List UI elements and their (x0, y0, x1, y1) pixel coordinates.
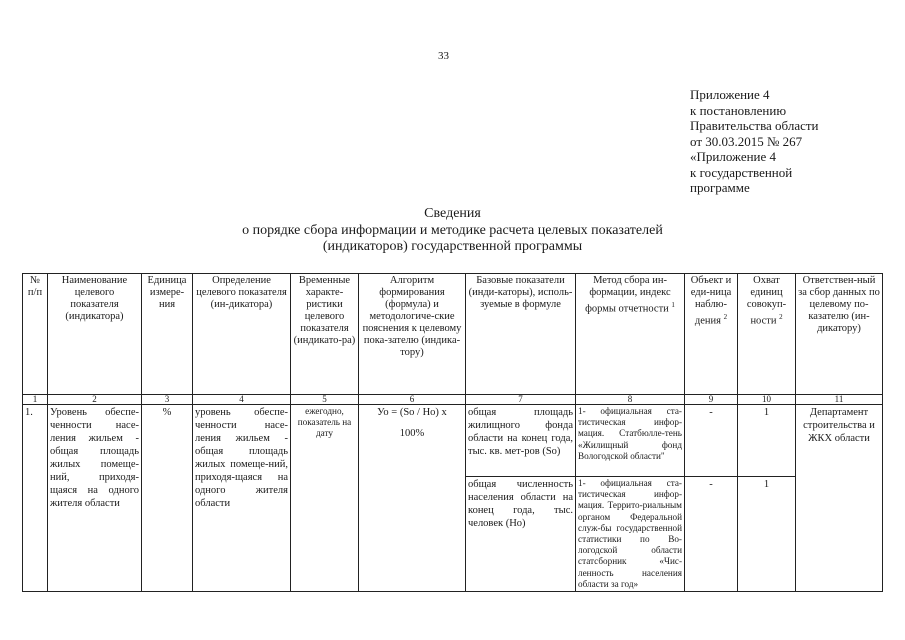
indicator-name: Уровень обеспе-ченности насе-ления жильем - общая площадь жилых помеще-ний, приходя-щаяся на одного жителя области (48, 405, 142, 592)
header-cell: Базовые показатели (инди-каторы), исполь-зуемые в формуле (466, 274, 576, 395)
row-number: 1. (23, 405, 48, 592)
footnote-mark: 2 (779, 313, 783, 321)
formula-text: Уо = (Sо / Hо) х (377, 407, 447, 418)
appendix-note (690, 87, 890, 196)
header-cell: Наименование целевого показателя (индикатора) (48, 274, 142, 395)
column-number-row (23, 395, 883, 405)
column-number: 11 (796, 395, 883, 405)
appendix-line: к постановлению (690, 102, 787, 118)
column-number: 9 (685, 395, 738, 405)
coverage-cell: 1 (738, 405, 796, 477)
title-line: (индикаторов) государственной программы (322, 239, 583, 254)
table-header-row (23, 274, 883, 395)
appendix-line: Приложение 4 (690, 87, 770, 102)
column-number: 10 (738, 395, 796, 405)
footnote-mark: 1 (671, 301, 675, 309)
appendix-line: от 30.03.2015 № 267 (690, 133, 803, 149)
column-number: 7 (466, 395, 576, 405)
appendix-line: Правительства области (690, 118, 819, 133)
column-number: 2 (48, 395, 142, 405)
formula-cell (359, 405, 466, 592)
coverage-cell: 1 (738, 477, 796, 592)
header-cell: № п/п (23, 274, 48, 395)
base-indicator: общая численность населения области на конец года, тыс. человек (Hо) (466, 477, 576, 592)
header-cell: Объект и еди-ница наблю-дения $^2$ (685, 274, 738, 395)
column-number: 6 (359, 395, 466, 405)
formula-text: 100% (399, 428, 425, 439)
unit-cell: % (142, 405, 193, 592)
time-characteristics: ежегодно, показатель на дату (291, 405, 359, 592)
column-number: 1 (23, 395, 48, 405)
column-number: 8 (576, 395, 685, 405)
header-cell: Охват единиц совокуп-ности $^2$ (738, 274, 796, 395)
appendix-line: программе (690, 180, 750, 195)
observation-object: - (685, 405, 738, 477)
page-number: 33 (438, 50, 449, 62)
footnote-mark: 2 (723, 313, 728, 321)
document-title (180, 206, 725, 256)
indicator-definition: уровень обеспе-ченности насе-ления жильем - общая площадь жилых помеще-ний, приходя-щаяся на одного жителя области (193, 405, 291, 592)
header-cell: Алгоритм формирования (формула) и методологиче-ские пояснения к целевому пока-зателю (индика-тору) (359, 274, 466, 395)
header-cell: Временные характе-ристики целевого показателя (индикато-ра) (291, 274, 359, 395)
responsible-cell: Департамент строительства и ЖКХ области (796, 405, 883, 592)
column-number: 5 (291, 395, 359, 405)
collection-method: 1- официальная ста-тистическая инфор-мация. Статбюлле-тень «Жилищный фонд Вологодской области" (576, 405, 685, 477)
appendix-line: «Приложение 4 (690, 149, 777, 164)
title-line: Сведения (424, 206, 481, 221)
base-indicator: общая площадь жилищного фонда области на конец года, тыс. кв. мет-ров (Sо) (466, 405, 576, 477)
header-cell: Определение целевого показателя (ин-дикатора) (193, 274, 291, 395)
column-number: 4 (193, 395, 291, 405)
title-line: о порядке сбора информации и методике расчета целевых показателей (242, 222, 663, 238)
column-number: 3 (142, 395, 193, 405)
collection-method: 1- официальная ста-тистическая инфор-мация. Террито-риальным органом Федеральной служ-бы государственной статистики по Во-логодской области статсборник «Чис-ленность населения области за год» (576, 477, 685, 592)
header-cell: Ответствен-ный за сбор данных по целевому по-казателю (ин-дикатору) (796, 274, 883, 395)
indicators-table (22, 273, 883, 592)
table-row (23, 405, 883, 477)
appendix-line: к государственной (690, 164, 793, 180)
header-cell: Единица измере-ния (142, 274, 193, 395)
header-cell: Метод сбора ин-формации, индекс формы отчетности $^1$ (576, 274, 685, 395)
observation-object: - (685, 477, 738, 592)
